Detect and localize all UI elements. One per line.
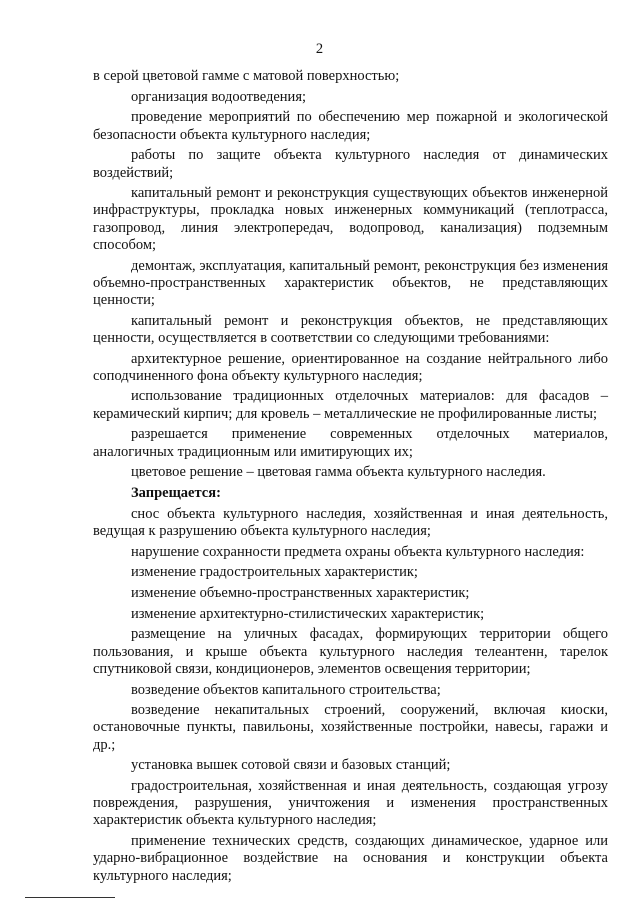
paragraph: изменение объемно-пространственных характеристик; [131, 584, 470, 601]
paragraph: установка вышек сотовой связи и базовых станций; [131, 757, 451, 774]
paragraph: применение технических средств, создающих динамическое, ударное или ударно-вибрационное воздействие на основания и конструкции объекта культурного наследия; [93, 833, 608, 884]
paragraph: проведение мероприятий по обеспечению мер пожарной и экологической безопасности объекта культурного наследия; [93, 109, 608, 143]
paragraph: градостроительная, хозяйственная и иная деятельность, создающая угрозу повреждения, разрушения, уничтожения и изменения пространственных характеристик объекта культурного наследия; [93, 778, 608, 829]
paragraph: использование традиционных отделочных материалов: для фасадов – керамический кирпич; для кровель – металлические не профилированные листы; [93, 388, 608, 422]
paragraph: размещение на уличных фасадах, формирующих территории общего пользования, и крыше объекта культурного наследия телеантенн, тарелок спутниковой связи, кондиционеров, элементов освещения территории; [93, 626, 608, 677]
paragraph: капитальный ремонт и реконструкция объектов, не представляющих ценности, осуществляется в соответствии со следующими требованиями: [93, 312, 608, 346]
paragraph: изменение архитектурно-стилистических характеристик; [131, 605, 485, 622]
paragraph: возведение некапитальных строений, сооружений, включая киоски, остановочные пункты, павильоны, хозяйственные постройки, навесы, гаражи и др.; [93, 702, 608, 753]
paragraph: организация водоотведения; [131, 88, 307, 105]
page-number: 2 [315, 41, 324, 57]
paragraph: снос объекта культурного наследия, хозяйственная и иная деятельность, ведущая к разрушению объекта культурного наследия; [93, 505, 608, 539]
paragraph: возведение объектов капитального строительства; [131, 681, 441, 698]
footnote-rule [25, 897, 115, 898]
paragraph: цветовое решение – цветовая гамма объекта культурного наследия. [131, 464, 546, 481]
paragraph: демонтаж, эксплуатация, капитальный ремонт, реконструкция без изменения объемно-пространственных характеристик объектов, не представляющих ценности; [93, 257, 608, 308]
paragraph: разрешается применение современных отделочных материалов, аналогичных традиционным или имитирующих их; [93, 426, 608, 460]
section-heading: Запрещается: [131, 484, 221, 501]
paragraph: нарушение сохранности предмета охраны объекта культурного наследия: [131, 543, 585, 560]
paragraph: капитальный ремонт и реконструкция существующих объектов инженерной инфраструктуры, прокладка новых инженерных коммуникаций (теплотрасса, газопровод, линия электропередач, водопровод, канализация) подземным способом; [93, 185, 608, 253]
paragraph: изменение градостроительных характеристик; [131, 564, 418, 581]
paragraph-continuation: в серой цветовой гамме с матовой поверхностью; [93, 68, 400, 84]
paragraph: архитектурное решение, ориентированное на создание нейтрального либо соподчиненного фона объекту культурного наследия; [93, 350, 608, 384]
document-body [93, 68, 608, 888]
paragraph: работы по защите объекта культурного наследия от динамических воздействий; [93, 147, 608, 181]
